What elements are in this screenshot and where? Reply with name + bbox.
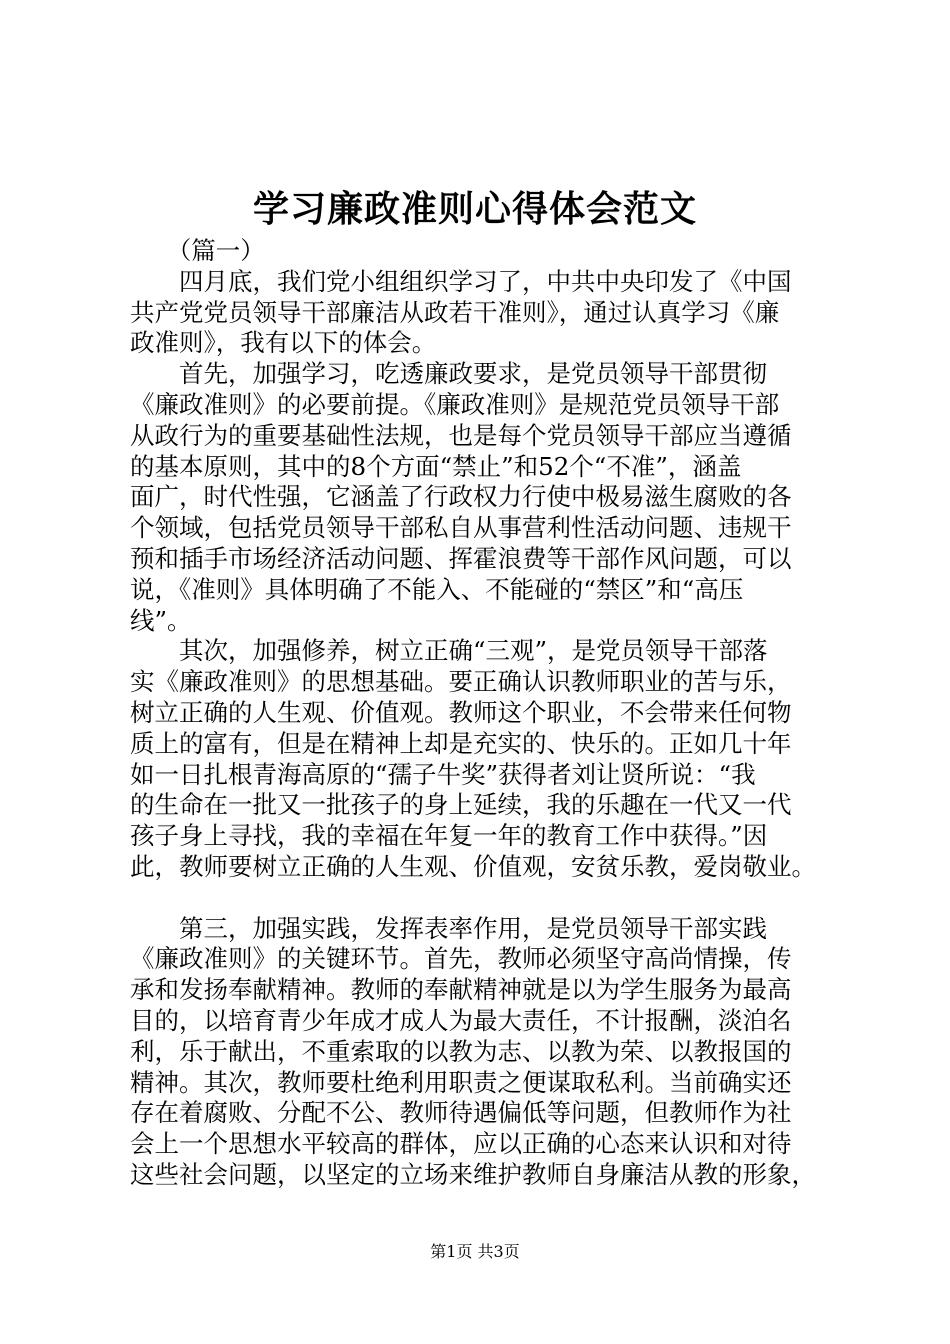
text-line: 利，乐于献出，不重索取的以教为志、以教为荣、以教报国的 [130,1036,792,1066]
text-line: 如一日扎根青海高原的“孺子牛奖”获得者刘让贤所说：“我 [130,759,756,789]
text-line: 共产党党员领导干部廉洁从政若干准则》，通过认真学习《廉 [130,297,780,327]
page-footer: 第1页 共3页 [430,1242,520,1261]
text-line: 会上一个思想水平较高的群体，应以正确的心态来认识和对待 [130,1129,792,1159]
text-line: 树立正确的人生观、价值观。教师这个职业，不会带来任何物 [130,697,792,727]
document-body [130,236,830,1191]
text-line: 首先，加强学习，吃透廉政要求，是党员领导干部贯彻 [130,359,767,389]
text-line: 精神。其次，教师要杜绝利用职责之便谋取私利。当前确实还 [130,1067,792,1097]
text-line: 四月底，我们党小组组织学习了，中共中央印发了《中国 [130,266,792,296]
text-line: 质上的富有，但是在精神上却是充实的、快乐的。正如几十年 [130,728,792,758]
document-title: 学习廉政准则心得体会范文 [252,188,697,230]
text-line: 说，《准则》具体明确了不能入、不能碰的“禁区”和“高压 [130,574,744,604]
text-line: 其次，加强修养，树立正确“三观”，是党员领导干部落 [130,636,768,666]
blank-line [130,883,830,914]
text-line: 线”。 [130,605,192,635]
text-line: 面广，时代性强，它涵盖了行政权力行使中极易滋生腐败的各 [130,482,792,512]
text-line: 的基本原则，其中的8个方面“禁止”和52个“不准”，涵盖 [130,451,742,481]
text-line: 预和插手市场经济活动问题、挥霍浪费等干部作风问题，可以 [130,543,792,573]
text-line: 《廉政准则》的必要前提。《廉政准则》是规范党员领导干部 [130,389,780,419]
text-line: 存在着腐败、分配不公、教师待遇偏低等问题，但教师作为社 [130,1098,792,1128]
text-line: 此，教师要树立正确的人生观、价值观，安贫乐教，爱岗敬业。 [130,851,816,881]
text-line: 个领域，包括党员领导干部私自从事营利性活动问题、违规干 [130,513,792,543]
text-line: 第三，加强实践，发挥表率作用，是党员领导干部实践 [130,913,767,943]
text-line: （篇一） [130,236,265,265]
text-line: 这些社会问题，以坚定的立场来维护教师自身廉洁从教的形象， [130,1159,816,1189]
text-line: 实《廉政准则》的思想基础。要正确认识教师职业的苦与乐， [130,667,792,697]
text-line: 从政行为的重要基础性法规，也是每个党员领导干部应当遵循 [130,420,792,450]
text-line: 《廉政准则》的关键环节。首先，教师必须坚守高尚情操，传 [130,944,792,974]
text-line: 目的，以培育青少年成才成人为最大责任，不计报酬，淡泊名 [130,1005,792,1035]
text-line: 的生命在一批又一批孩子的身上延续，我的乐趣在一代又一代 [130,790,792,820]
text-line: 政准则》，我有以下的体会。 [130,328,437,358]
text-line: 承和发扬奉献精神。教师的奉献精神就是以为学生服务为最高 [130,975,792,1005]
text-line: 孩子身上寻找，我的幸福在年复一年的教育工作中获得。”因 [130,821,768,851]
